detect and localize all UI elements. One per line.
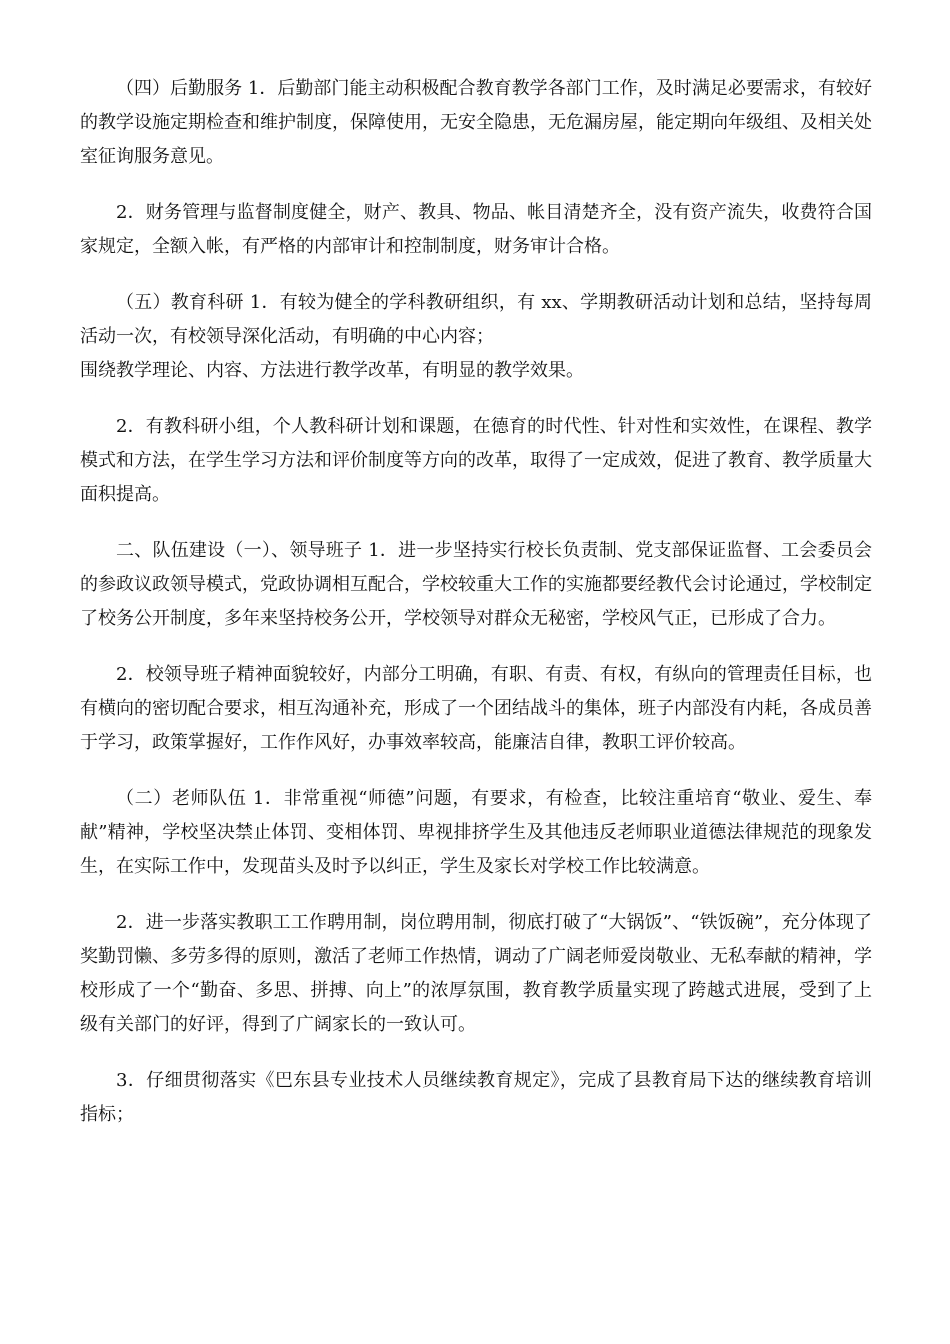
paragraph-teacher-ethics: （二）老师队伍 1．非常重视“师德”问题，有要求，有检查，比较注重培育“敬业、爱生、奉献”精神，学校坚决禁止体罚、变相体罚、卑视排挤学生及其他违反老师职业道德法律规范的现象发生，在实际工作中，发现苗头及时予以纠正，学生及家长对学校工作比较满意。: [80, 788, 872, 877]
paragraph-logistics-service: （四）后勤服务 1．后勤部门能主动积极配合教育教学各部门工作，及时满足必要需求，有较好的教学设施定期检查和维护制度，保障使用，无安全隐患，无危漏房屋，能定期向年级组、及相关处室征询服务意见。: [80, 78, 872, 167]
paragraph-finance-management: 2．财务管理与监督制度健全，财产、教具、物品、帐目清楚齐全，没有资产流失，收费符合国家规定，全额入帐，有严格的内部审计和控制制度，财务审计合格。: [80, 202, 872, 257]
document-page: [80, 72, 872, 1154]
paragraph-education-research: （五）教育科研 1．有较为健全的学科教研组织，有 xx、学期教研活动计划和总结，坚持每周活动一次，有校领导深化活动，有明确的中心内容；: [80, 292, 872, 347]
paragraph-leadership-spirit: 2．校领导班子精神面貌较好，内部分工明确，有职、有责、有权，有纵向的管理责任目标，也有横向的密切配合要求，相互沟通补充，形成了一个团结战斗的集体，班子内部没有内耗，各成员善于学习，政策掌握好，工作作风好，办事效率较高，能廉洁自律，教职工评价较高。: [80, 664, 872, 753]
paragraph-continuing-education: 3．仔细贯彻落实《巴东县专业技术人员继续教育规定》，完成了县教育局下达的继续教育培训指标；: [80, 1070, 872, 1125]
paragraph-teaching-reform: 围绕教学理论、内容、方法进行教学改革，有明显的教学效果。: [80, 360, 584, 381]
paragraph-team-building-leadership: 二、队伍建设（一）、领导班子 1．进一步坚持实行校长负责制、党支部保证监督、工会委员会的参政议政领导模式，党政协调相互配合，学校较重大工作的实施都要经教代会讨论通过，学校制定了校务公开制度，多年来坚持校务公开，学校领导对群众无秘密，学校风气正，已形成了合力。: [80, 540, 872, 629]
paragraph-research-group: 2．有教科研小组，个人教科研计划和课题，在德育的时代性、针对性和实效性，在课程、教学模式和方法，在学生学习方法和评价制度等方向的改革，取得了一定成效，促进了教育、教学质量大面积提高。: [80, 416, 872, 505]
paragraph-employment-system: 2．进一步落实教职工工作聘用制，岗位聘用制，彻底打破了“大锅饭”、“铁饭碗”，充分体现了奖勤罚懒、多劳多得的原则，激活了老师工作热情，调动了广阔老师爱岗敬业、无私奉献的精神，学校形成了一个“勤奋、多思、拼搏、向上”的浓厚氛围，教育教学质量实现了跨越式进展，受到了上级有关部门的好评，得到了广阔家长的一致认可。: [80, 912, 872, 1035]
